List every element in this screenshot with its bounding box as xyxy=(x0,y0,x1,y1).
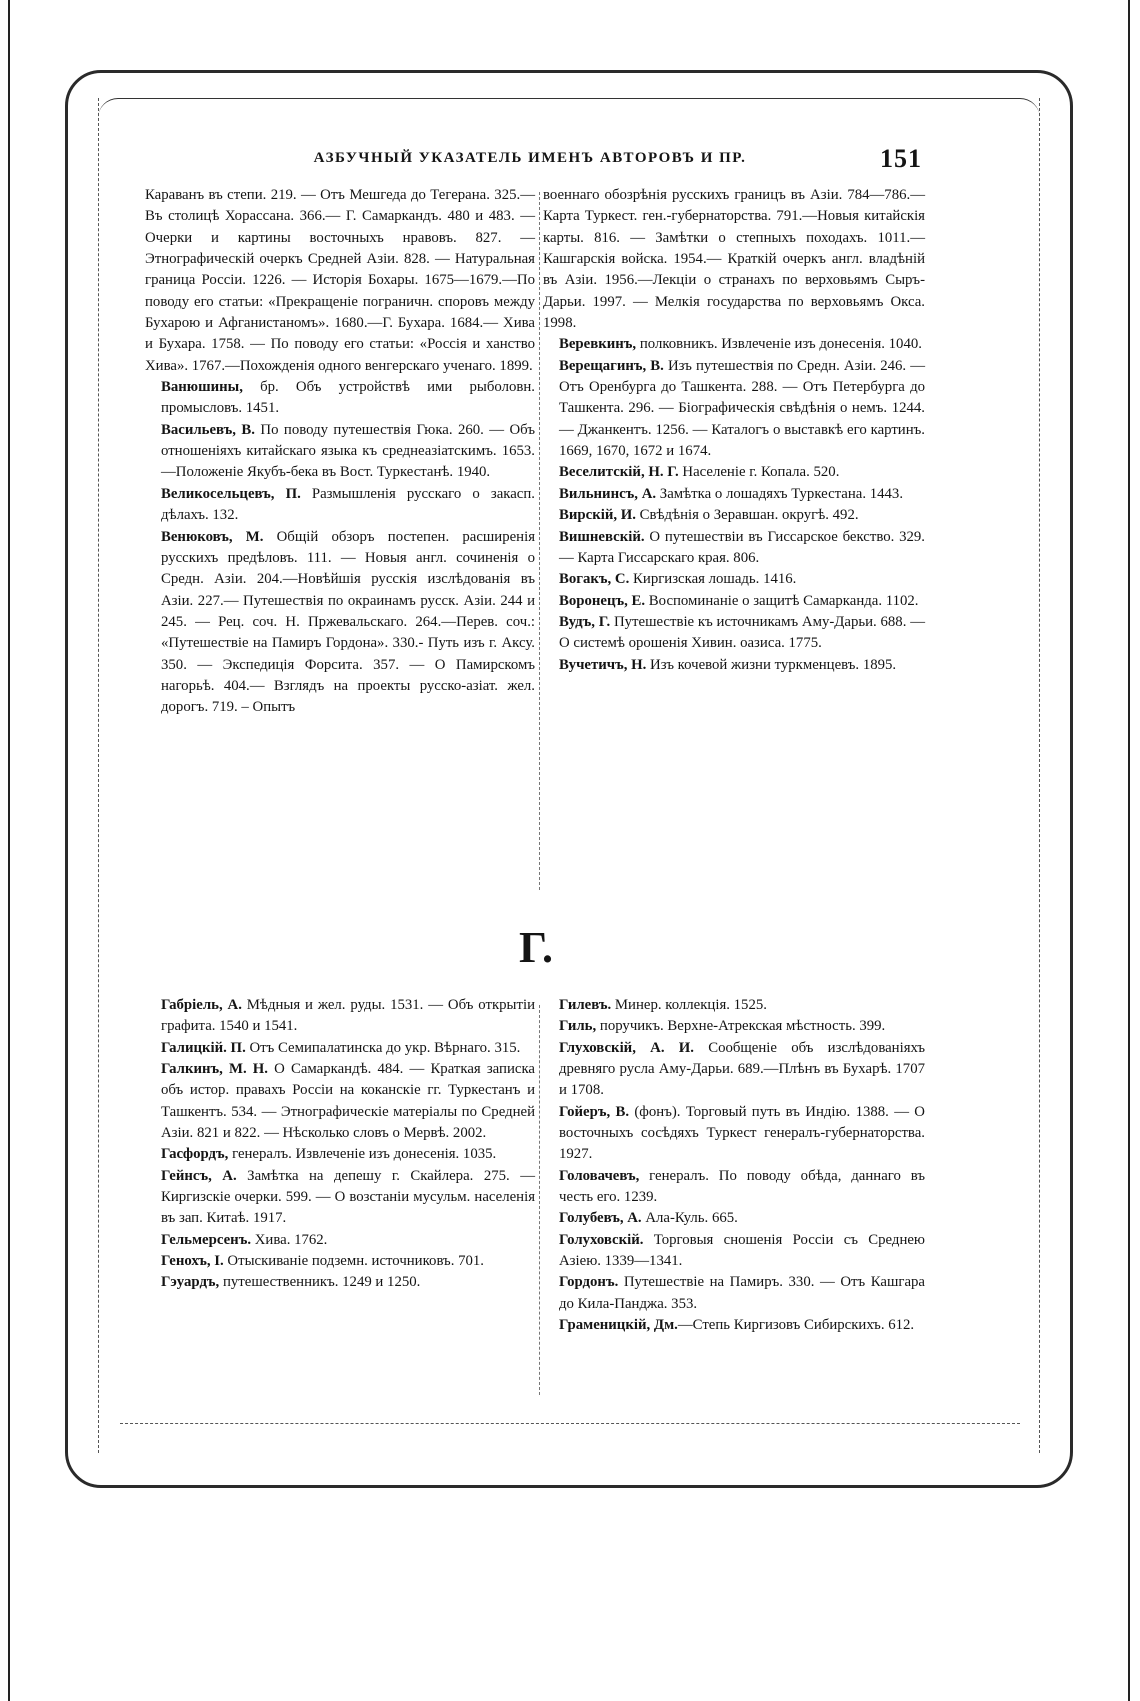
index-entry xyxy=(543,1272,925,1315)
entry-text: —Степь Киргизовъ Сибирскихъ. 612. xyxy=(677,1317,915,1334)
index-entry xyxy=(145,1038,535,1059)
index-entry xyxy=(145,1166,535,1230)
entry-author-name: Ванюшины, xyxy=(161,379,243,396)
entry-text: Изъ путешествія по Средн. Азіи. 246. — Отъ Оренбурга до Ташкента. 288. — Отъ Петербурга до Ташкента. 296. — Біографическія свѣдѣнія о немъ. 1244. — Джанкентъ. 1256. — Каталогъ о выставкѣ его картинъ. 1669, 1670, 1672 и 1674. xyxy=(559,357,925,460)
index-entry xyxy=(543,527,925,570)
index-entry xyxy=(145,1144,535,1165)
entry-text: генералъ. По поводу обѣда, даннаго въ честь его. 1239. xyxy=(559,1167,925,1206)
index-entry xyxy=(543,995,925,1016)
entry-author-name: Вильнинсъ, А. xyxy=(559,485,657,502)
running-head: АЗБУЧНЫЙ УКАЗАТЕЛЬ ИМЕНЪ АВТОРОВЪ И ПР. xyxy=(313,150,747,166)
index-entry xyxy=(543,1038,925,1102)
entry-author-name: Гельмерсенъ. xyxy=(161,1231,252,1248)
entry-author-name: Голубевъ, А. xyxy=(559,1210,642,1227)
entry-text: Отыскиваніе подземн. источниковъ. 701. xyxy=(223,1253,485,1270)
entry-author-name: Граменицкій, Дм. xyxy=(559,1317,678,1334)
entry-author-name: Глуховскій, А. И. xyxy=(559,1039,694,1056)
index-entry xyxy=(543,1016,925,1037)
entry-text: военнаго обозрѣнія русскихъ границъ въ Азіи. 784—786.—Карта Туркест. ген.-губернаторства. 791.—Новыя китайскія карты. 816. — Замѣтки о степныхъ походахъ. 1011.— Кашгарскія войска. 1954.— Краткій очеркъ англ. владѣній въ Азіи. 1956.—Лекціи о странахъ по верховьямъ Сыръ-Дарьи. 1997. — Мелкія государства по верховьямъ Окса. 1998. xyxy=(543,187,925,332)
index-entry xyxy=(543,1102,925,1166)
entry-author-name: Голуховскій. xyxy=(559,1231,644,1248)
entry-author-name: Веселитскій, Н. Г. xyxy=(559,464,679,481)
entry-author-name: Гейнсъ, А. xyxy=(161,1167,237,1184)
entry-author-name: Вишневскій. xyxy=(559,528,645,545)
entry-text: Изъ кочевой жизни туркменцевъ. 1895. xyxy=(646,656,897,673)
page-number: 151 xyxy=(880,144,922,173)
index-entry xyxy=(543,591,925,612)
entry-text: По поводу путешествія Гюка. 260. — Объ отношеніяхъ китайскаго языка къ среднеазіатскимъ. 1653.—Положеніе Якубъ-бека въ Вост. Туркестанѣ. 1940. xyxy=(161,421,535,481)
entry-text: бр. Объ устройствѣ ими рыболовн. промысловъ. 1451. xyxy=(161,379,535,417)
entry-text: полковникъ. Извлеченіе изъ донесенія. 1040. xyxy=(636,336,922,353)
index-entry xyxy=(543,1166,925,1209)
index-entry xyxy=(543,484,925,505)
entry-text: Размышленія русскаго о закасп. дѣлахъ. 132. xyxy=(161,485,535,524)
entry-author-name: Гилевъ. xyxy=(559,997,612,1013)
index-entry xyxy=(543,356,925,463)
entry-author-name: Гиль, xyxy=(559,1018,597,1035)
entry-author-name: Вучетичъ, Н. xyxy=(559,656,647,673)
entry-author-name: Генохъ, I. xyxy=(161,1253,224,1270)
entry-author-name: Гордонъ. xyxy=(559,1274,619,1291)
index-entry xyxy=(543,655,925,676)
entry-text: Путешествіе къ источникамъ Аму-Дарьи. 688. — О системѣ орошенія Хивин. оазиса. 1775. xyxy=(559,613,925,652)
entry-text: О путешествіи въ Гиссарское бекство. 329. — Карта Гиссарскаго края. 806. xyxy=(559,528,925,566)
index-entry xyxy=(145,377,535,420)
entry-text: О Самаркандѣ. 484. — Краткая записка объ истор. правахъ Россіи на коканскіе гг. Туркестанъ и Ташкентъ. 534. — Этнографическіе матеріалы по Средней Азіи. 821 и 822. — Нѣсколько словъ о Мервѣ. 2002. xyxy=(161,1061,535,1142)
entry-author-name: Галкинъ, М. Н. xyxy=(161,1061,268,1078)
entry-author-name: Великосельцевъ, П. xyxy=(161,485,301,502)
entry-text: Ала-Куль. 665. xyxy=(641,1210,738,1227)
entry-author-name: Венюковъ, М. xyxy=(161,528,264,545)
index-entry xyxy=(145,1272,535,1293)
entry-text: Мѣдныя и жел. руды. 1531. — Объ открытіи графита. 1540 и 1541. xyxy=(161,997,535,1035)
index-entry xyxy=(145,527,535,719)
entry-author-name: Вогакъ, С. xyxy=(559,571,630,588)
entry-author-name: Веревкинъ, xyxy=(559,336,637,353)
index-entry xyxy=(145,995,535,1038)
index-entry xyxy=(145,1251,535,1272)
entry-text: Отъ Семипалатинска до укр. Вѣрнаго. 315. xyxy=(245,1039,521,1056)
index-entry xyxy=(543,334,925,355)
column-divider-bottom xyxy=(539,1005,540,1395)
entry-text: генералъ. Извлеченіе изъ донесенія. 1035. xyxy=(228,1146,497,1163)
entry-text: Сообщеніе объ изслѣдованіяхъ древняго русла Аму-Дарьи. 689.—Плѣнъ въ Бухарѣ. 1707 и 1708. xyxy=(559,1039,926,1099)
column-bottom-left xyxy=(145,995,535,1294)
entry-author-name: Вирскій, И. xyxy=(559,507,636,524)
page-inner-frame-bottom xyxy=(120,1423,1020,1424)
entry-author-name: Гэуардъ, xyxy=(161,1274,220,1291)
index-entry xyxy=(543,505,925,526)
section-letter: Г. xyxy=(519,923,554,972)
entry-author-name: Головачевъ, xyxy=(559,1167,640,1184)
entry-text: Воспоминаніе о защитѣ Самарканда. 1102. xyxy=(645,592,919,609)
index-entry xyxy=(145,1059,535,1144)
entry-text: путешественникъ. 1249 и 1250. xyxy=(219,1274,421,1291)
index-entry xyxy=(543,1230,925,1273)
entry-text: Киргизская лошадь. 1416. xyxy=(629,571,797,588)
index-entry xyxy=(543,462,925,483)
entry-text: Караванъ въ степи. 219. — Отъ Мешгеда до Тегерана. 325.—Въ столицѣ Хорассана. 366.— Г. Самаркандъ. 480 и 483. — Очерки и картины восточныхъ нравовъ. 827. — Этнографическій очеркъ Средней Азіи. 828. — Натуральная граница Россіи. 1226. — Исторія Бохары. 1675—1679.—По поводу его статьи: «Прекращеніе пограничн. споровъ между Бухарою и Афганистаномъ». 1680.—Г. Бухара. 1684.— Хива и Бухара. 1758. — По поводу его статьи: «Россія и ханство Хива». 1767.—Похожденія одного венгерскаго ученаго. 1899. xyxy=(145,187,535,374)
column-divider-top xyxy=(539,192,540,890)
scan-edge-line-right xyxy=(1128,0,1130,1701)
entry-author-name: Воронецъ, Е. xyxy=(559,592,646,609)
entry-author-name: Гойеръ, В. xyxy=(559,1103,630,1120)
entry-text: Свѣдѣнія о Зеравшан. округѣ. 492. xyxy=(635,507,859,524)
entry-text: поручикъ. Верхне-Атрекская мѣстность. 399. xyxy=(596,1018,886,1035)
entry-author-name: Вудъ, Г. xyxy=(559,613,611,630)
entry-text: Замѣтка на депешу г. Скайлера. 275. — Киргизскіе очерки. 599. — О возстаніи мусульм. населенія въ зап. Китаѣ. 1917. xyxy=(161,1167,535,1227)
entry-text: (фонъ). Торговый путь въ Индію. 1388. — О восточныхъ сосѣдяхъ Туркест генералъ-губернаторства. 1927. xyxy=(559,1103,925,1163)
entry-author-name: Галицкій. П. xyxy=(161,1039,246,1056)
entry-text: Торговыя сношенія Россіи съ Среднею Азіею. 1339—1341. xyxy=(559,1231,925,1270)
index-entry xyxy=(543,569,925,590)
entry-text: Хива. 1762. xyxy=(251,1231,328,1248)
index-entry xyxy=(145,1230,535,1251)
entry-text: Путешествіе на Памиръ. 330. — Отъ Кашгара до Кила-Панджа. 353. xyxy=(559,1274,925,1312)
entry-text: Минер. коллекція. 1525. xyxy=(611,997,767,1013)
index-entry xyxy=(145,484,535,527)
entry-author-name: Гасфордъ, xyxy=(161,1146,229,1163)
entry-author-name: Васильевъ, В. xyxy=(161,421,255,438)
index-entry xyxy=(543,1208,925,1229)
scan-edge-line-left xyxy=(8,0,10,1701)
column-top-left xyxy=(145,185,535,719)
column-top-right xyxy=(543,185,925,676)
entry-text: Общій обзоръ постепен. расширенія русскихъ предѣловъ. 111. — Новыя англ. сочиненія о Средн. Азіи. 204.—Новѣйшія русскія изслѣдованія въ Азіи. 227.— Путешествія по окраинамъ русск. Азіи. 244 и 245. — Рец. соч. Н. Пржевальскаго. 264.—Перев. соч.: «Путешествіе на Памиръ Гордона». 330.- Путь изъ г. Аксу. 350. — Экспедиція Форсита. 357. — О Памирскомъ нагорьѣ. 404.— Взглядъ на проекты русско-азіат. жел. дорогъ. 719. – Опытъ xyxy=(161,528,535,716)
entry-author-name: Габріель, А. xyxy=(161,997,242,1013)
column-bottom-right xyxy=(543,995,925,1337)
index-entry xyxy=(145,185,535,377)
entry-text: Населеніе г. Копала. 520. xyxy=(678,464,840,481)
index-entry xyxy=(543,185,925,334)
index-entry xyxy=(145,420,535,484)
entry-author-name: Верещагинъ, В. xyxy=(559,357,664,374)
entry-text: Замѣтка о лошадяхъ Туркестана. 1443. xyxy=(656,485,904,502)
index-entry xyxy=(543,612,925,655)
index-entry xyxy=(543,1315,925,1336)
